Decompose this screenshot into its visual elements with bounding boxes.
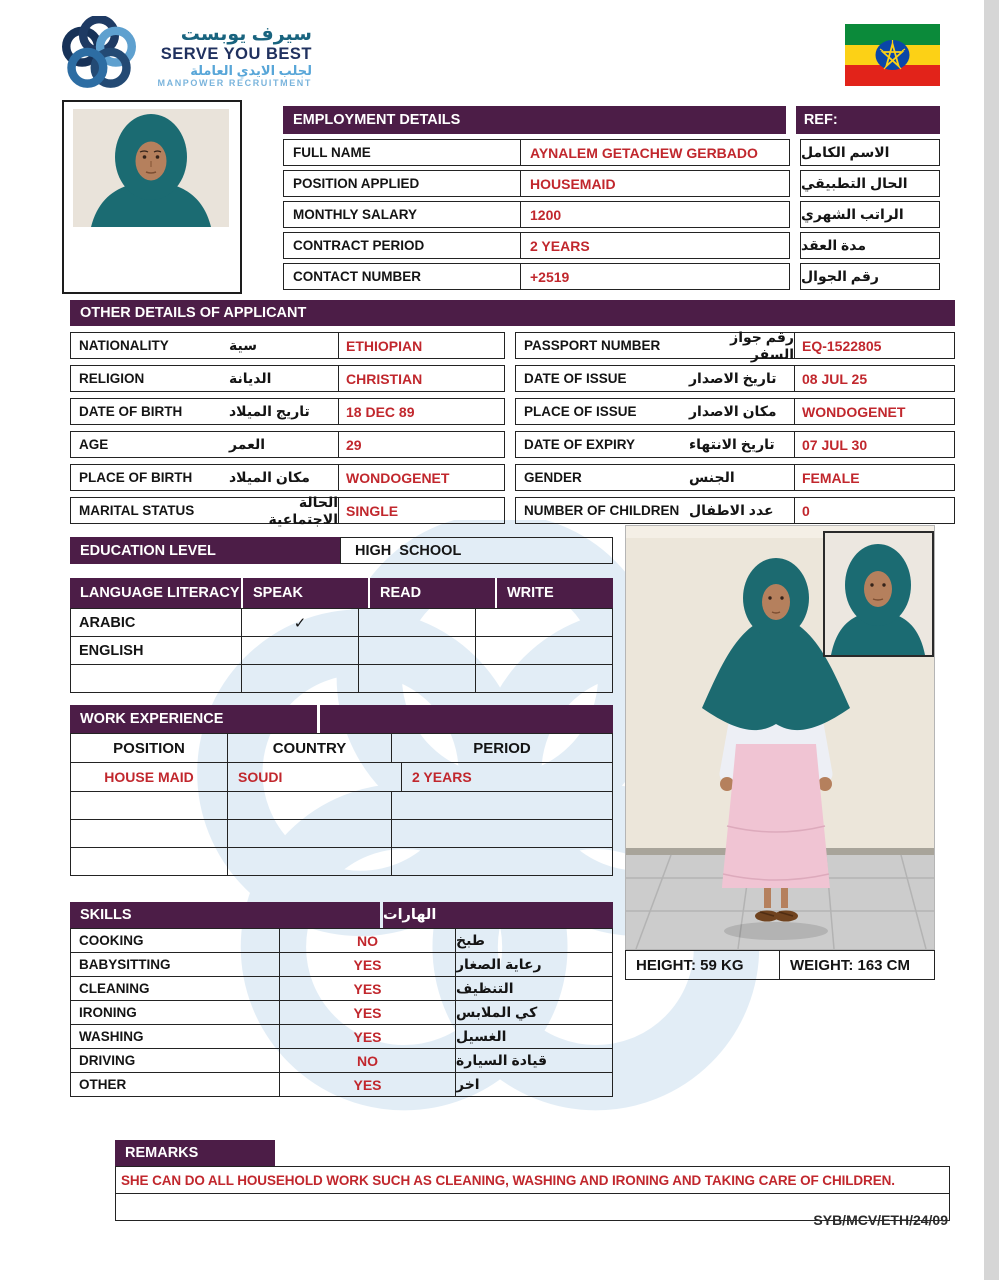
other-details-row xyxy=(70,328,955,362)
field-value: +2519 xyxy=(530,268,570,285)
field-value: 0 xyxy=(794,498,954,523)
field-arabic-label: مكان الاصدار xyxy=(689,403,777,419)
work-country: SOUDI xyxy=(228,763,402,791)
skill-row xyxy=(70,1024,613,1049)
field-arabic-label: سية xyxy=(229,337,257,353)
column-header: LANGUAGE LITERACY xyxy=(70,578,241,608)
skill-row xyxy=(70,976,613,1001)
field-arabic-label: عدد الاطفال xyxy=(689,502,774,518)
column-header: PERIOD xyxy=(473,739,531,757)
field-arabic-label: تاريخ الانتهاء xyxy=(689,436,775,452)
skill-arabic-label: قيادة السيارة xyxy=(456,1052,548,1068)
other-details-row xyxy=(70,398,955,425)
field-label: NUMBER OF CHILDREN xyxy=(524,503,680,518)
work-country xyxy=(228,792,392,819)
field-value: 18 DEC 89 xyxy=(338,399,504,424)
field-label: PASSPORT NUMBER xyxy=(524,338,661,353)
work-period: 2 YEARS xyxy=(412,769,472,785)
skill-arabic-label: كي الملابس xyxy=(456,1004,538,1020)
skill-arabic-label: الغسيل xyxy=(456,1028,507,1044)
skill-label: CLEANING xyxy=(71,977,280,1000)
column-header: READ xyxy=(370,578,495,608)
applicant-inset-headshot xyxy=(823,531,934,657)
work-position: HOUSE MAID xyxy=(71,763,228,791)
other-details-title: OTHER DETAILS OF APPLICANT xyxy=(70,300,955,326)
work-country xyxy=(228,820,392,847)
column-header: COUNTRY xyxy=(228,734,392,762)
language-read-cell xyxy=(359,609,476,636)
field-label: FULL NAME xyxy=(284,140,521,165)
work-period xyxy=(392,792,612,819)
language-label xyxy=(71,665,242,692)
skill-value: NO xyxy=(280,929,456,952)
work-row xyxy=(70,847,613,876)
employment-row xyxy=(283,139,940,166)
field-value: AYNALEM GETACHEW GERBADO xyxy=(530,144,758,161)
skill-row xyxy=(70,1000,613,1025)
skills-title-arabic: الهارات xyxy=(383,902,613,928)
agency-logo xyxy=(62,16,312,96)
education-level-label: EDUCATION LEVEL xyxy=(70,537,340,564)
work-header-row xyxy=(70,733,613,763)
skill-label: BABYSITTING xyxy=(71,953,280,976)
field-arabic-label: تاريخ الاصدار xyxy=(689,370,777,386)
applicant-portrait-photo xyxy=(62,100,242,294)
work-row xyxy=(70,762,613,792)
field-value: 08 JUL 25 xyxy=(794,366,954,391)
field-label: CONTRACT PERIOD xyxy=(284,233,521,258)
skill-arabic-label: رعاية الصغار xyxy=(456,956,542,972)
work-row xyxy=(70,791,613,820)
work-position xyxy=(71,792,228,819)
language-literacy-table xyxy=(70,578,613,693)
skill-label: OTHER xyxy=(71,1073,280,1096)
other-details-table xyxy=(70,300,955,527)
field-value: HOUSEMAID xyxy=(530,175,616,192)
field-value: CHRISTIAN xyxy=(338,366,504,391)
field-label: DATE OF ISSUE xyxy=(524,371,627,386)
field-label: RELIGION xyxy=(79,371,145,386)
field-arabic-label: مكان الميلاد xyxy=(229,469,310,485)
skills-table xyxy=(70,902,613,1097)
logo-arabic-name: سيرف يوبست xyxy=(180,23,312,45)
column-header: POSITION xyxy=(71,734,228,762)
language-read-cell xyxy=(359,665,476,692)
field-label: AGE xyxy=(79,437,109,452)
height-value: HEIGHT: 59 KG xyxy=(625,950,780,980)
skill-value: YES xyxy=(280,1025,456,1048)
scan-edge-strip xyxy=(984,0,999,1280)
language-row xyxy=(70,608,613,637)
other-details-row xyxy=(70,493,955,527)
work-period xyxy=(392,820,612,847)
field-value: WONDOGENET xyxy=(794,399,954,424)
education-level-row xyxy=(70,537,613,564)
language-speak-cell xyxy=(242,637,359,664)
field-value: 1200 xyxy=(530,206,562,223)
column-header: SPEAK xyxy=(243,578,368,608)
field-arabic-label: الحال التطبيقي xyxy=(800,170,940,197)
skill-arabic-label: اخر xyxy=(456,1076,480,1092)
language-write-cell xyxy=(476,637,612,664)
employment-row xyxy=(283,170,940,197)
work-period xyxy=(392,848,612,875)
skill-value: NO xyxy=(280,1049,456,1072)
work-row xyxy=(70,819,613,848)
language-label: ENGLISH xyxy=(71,637,242,664)
logo-arabic-tagline: لجلب الايدي العاملة xyxy=(190,62,312,78)
field-arabic-label: رقم الجوال xyxy=(800,263,940,290)
field-arabic-label: تاريج الميلاد xyxy=(229,403,310,419)
other-details-row xyxy=(70,464,955,491)
field-arabic-label: العمر xyxy=(229,436,266,452)
work-experience-table xyxy=(70,705,613,876)
field-label: CONTACT NUMBER xyxy=(284,264,521,289)
height-weight-bar xyxy=(625,950,935,980)
field-arabic-label: مدة العقد xyxy=(800,232,940,259)
field-arabic-label: الحالة الاجتماعية xyxy=(268,493,338,527)
field-arabic-label: الراتب الشهري xyxy=(800,201,940,228)
language-label: ARABIC xyxy=(71,609,242,636)
field-label: GENDER xyxy=(524,470,582,485)
skill-arabic-label: التنظيف xyxy=(456,980,514,996)
ethiopia-flag-icon xyxy=(845,24,940,86)
other-details-row xyxy=(70,431,955,458)
skill-row xyxy=(70,1072,613,1097)
work-position xyxy=(71,820,228,847)
remarks-text: SHE CAN DO ALL HOUSEHOLD WORK SUCH AS CLEANING, WASHING AND IRONING AND TAKING CARE OF CHILDREN. xyxy=(115,1166,950,1194)
field-arabic-label: الجنس xyxy=(689,469,735,485)
work-position xyxy=(71,848,228,875)
language-write-cell xyxy=(476,609,612,636)
field-label: PLACE OF BIRTH xyxy=(79,470,193,485)
work-experience-title xyxy=(70,705,613,733)
other-details-row xyxy=(70,365,955,392)
field-value: EQ-1522805 xyxy=(794,333,954,358)
skill-row xyxy=(70,952,613,977)
employment-row xyxy=(283,263,940,290)
check-mark-icon: ✓ xyxy=(242,609,359,636)
field-label: PLACE OF ISSUE xyxy=(524,404,637,419)
language-row xyxy=(70,664,613,693)
skill-row xyxy=(70,928,613,953)
skill-arabic-label: طبخ xyxy=(456,932,485,948)
language-write-cell xyxy=(476,665,612,692)
applicant-fullbody-photo xyxy=(625,525,935,950)
skill-value: YES xyxy=(280,1073,456,1096)
column-header: WRITE xyxy=(497,578,613,608)
education-level-value: HIGH SCHOOL xyxy=(340,537,613,564)
skill-row xyxy=(70,1048,613,1073)
field-arabic-label: رقم جواز السفر xyxy=(730,328,794,362)
skill-label: DRIVING xyxy=(71,1049,280,1072)
skill-label: COOKING xyxy=(71,929,280,952)
employment-details-title: EMPLOYMENT DETAILS xyxy=(283,106,786,134)
skill-value: YES xyxy=(280,1001,456,1024)
field-value: 29 xyxy=(338,432,504,457)
field-label: POSITION APPLIED xyxy=(284,171,521,196)
field-value: FEMALE xyxy=(794,465,954,490)
weight-value: WEIGHT: 163 CM xyxy=(779,950,935,980)
language-row xyxy=(70,636,613,665)
logo-name: SERVE YOU BEST xyxy=(160,45,312,64)
knot-logo-icon xyxy=(62,16,136,90)
field-label: NATIONALITY xyxy=(79,338,169,353)
language-read-cell xyxy=(359,637,476,664)
skills-title: SKILLS xyxy=(70,902,380,928)
skill-label: WASHING xyxy=(71,1025,280,1048)
section-title: WORK EXPERIENCE xyxy=(80,711,224,727)
ref-label: REF: xyxy=(796,106,940,134)
field-value: 07 JUL 30 xyxy=(794,432,954,457)
field-label: DATE OF BIRTH xyxy=(79,404,183,419)
field-value: WONDOGENET xyxy=(338,465,504,490)
employment-row xyxy=(283,201,940,228)
field-label: DATE OF EXPIRY xyxy=(524,437,636,452)
remarks-section xyxy=(115,1140,950,1228)
field-arabic-label: الاسم الكامل xyxy=(800,139,940,166)
work-country xyxy=(228,848,392,875)
skill-label: IRONING xyxy=(71,1001,280,1024)
document-ref-code: SYB/MCV/ETH/24/09 xyxy=(813,1212,948,1228)
language-speak-cell xyxy=(242,665,359,692)
field-label: MARITAL STATUS xyxy=(79,503,195,518)
field-value: 2 YEARS xyxy=(530,237,590,254)
skill-value: YES xyxy=(280,953,456,976)
employment-row xyxy=(283,232,940,259)
field-value: ETHIOPIAN xyxy=(338,333,504,358)
remarks-title: REMARKS xyxy=(115,1140,275,1166)
field-arabic-label: الديانة xyxy=(229,370,272,386)
field-label: MONTHLY SALARY xyxy=(284,202,521,227)
field-value: SINGLE xyxy=(338,498,504,523)
logo-tagline: MANPOWER RECRUITMENT xyxy=(157,78,312,89)
skill-value: YES xyxy=(280,977,456,1000)
employment-details-table xyxy=(283,106,940,290)
